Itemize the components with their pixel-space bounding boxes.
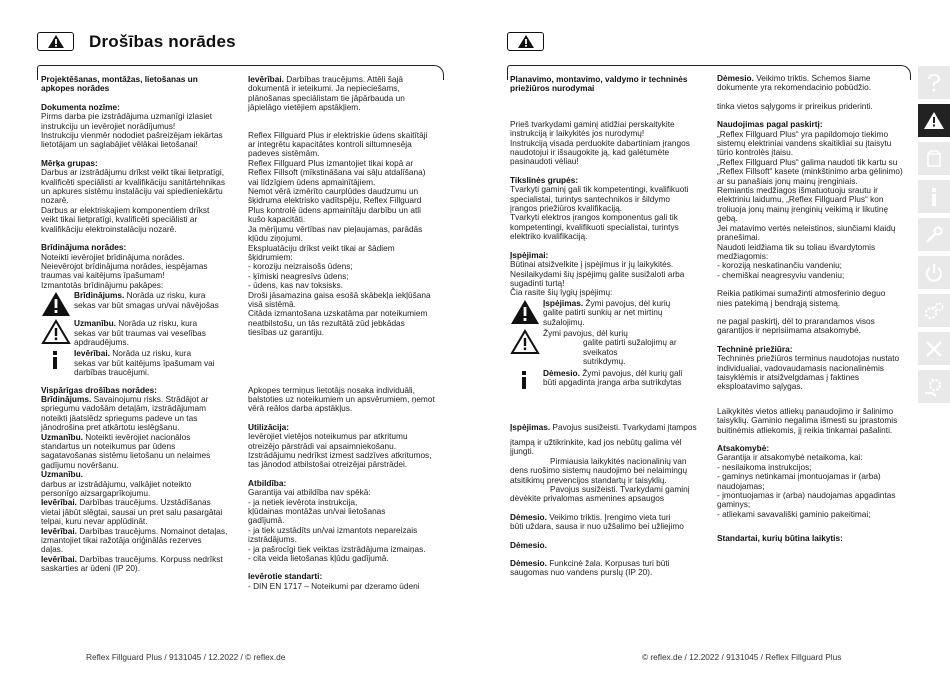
heading-target-groups: Tikslinės grupės: xyxy=(510,174,579,185)
caution-warning-icon xyxy=(510,329,540,355)
general-caution-text: Noteikti ievērojiet nacionālos standartus un noteikumus par ūdens sagatavošanas sistēmu lietošanu un nelaimes gadījumu novēršanu. xyxy=(41,431,211,470)
text-warnings: Būtinai atsižvelkite į įspėjimus ir jų laikykitės. Nesilaikydami šių įspėjimų galite susižaloti arba sugadinti turtą! Čia rasite šių lygių įspėjimų: xyxy=(510,259,685,298)
general-caution-text: Pirmiausia laikykitės nacionalinių van dens ruošimo sistemų naudojimo bei nelaimingų atsitikimų prevencijos standartų ir taisyklių. xyxy=(510,455,688,485)
page-footer: © reflex.de / 12.2022 / 9131045 / Reflex Fillguard Plus xyxy=(642,652,842,662)
info-icon xyxy=(929,187,939,207)
general-notice-text: Veikimo triktis. Įrengimo vieta turi būti uždara, sausa ir nuo užšalimo bei užliejimo xyxy=(510,511,684,532)
warning-icon xyxy=(37,32,74,51)
tab-operation[interactable] xyxy=(918,256,950,289)
heading-liability: Atbildība: xyxy=(248,477,287,488)
text-target-groups: Darbus ar izstrādājumu drīkst veikt tikai lietpratīgi, kvalificēti speciālisti ar kvalifikāciju sanitārtehnikas un apkures sistēmu instalāciju vai spiedieniekārtu nozarē. Darbus ar elektriskajiem komponentiem drīkst veikt tikai lietpratīgi, kvalificēti speciālisti ar kvalifikāciju elektroinstalāciju nozarē. xyxy=(41,167,225,234)
tab-service[interactable] xyxy=(918,370,950,403)
general-warning-continued: įtampą ir užtikrinkite, kad jos nebūtų galima vėl įjungti. xyxy=(510,436,682,457)
gear-hand-icon xyxy=(923,377,945,397)
general-notice-label: Dėmesio. xyxy=(510,511,547,522)
right-page xyxy=(475,0,950,674)
warning-text: Žymi pavojus, dėl kurių galite patirti sunkių ar net mirtinų sužalojimų. xyxy=(543,297,671,327)
intro-text: Prieš tvarkydami gaminį atidžiai perskaitykite instrukciją ir laikykitės jos nurodymų! Instrukciją visada perduokite dabartiniam įrangos naudotojui ir išsaugokite ją, kad galėtumėte pasinaudoti vėliau! xyxy=(510,118,690,167)
page-title: Drošības norādes xyxy=(89,31,236,51)
tab-installation[interactable] xyxy=(918,218,950,251)
text-disposal: Laikykitės vietos atliekų panaudojimo ir šalinimo taisyklių. Gaminio negalima išmesti su įprastomis buitinėmis atliekomis, jį reikia tinkamai pašalinti. xyxy=(717,405,898,435)
general-notice-label: Dėmesio. xyxy=(510,539,547,550)
text-target-groups: Tvarkyti gaminį gali tik kompetentingi, kvalifikuoti specialistai, turintys santechnikos ir šildymo įrangos priežiūros kvalifikaciją. Tvarkyti elektros įrangos komponentus gali tik kompetentingi, kvalifikuoti specialistai, turintys elektriko kvalifikaciją. xyxy=(510,184,689,242)
heading-document: Dokumenta nozīme: xyxy=(41,101,120,112)
heading-liability: Atsakomybė: xyxy=(717,443,770,453)
text-intended-use: „Reflex Fillguard Plus“ yra papildomojo tiekimo sistemų elektriniai vandens skaitikliai su įtaisytu tūrio kontrolės įtaisu. „Reflex Fillguard Plus“ galima naudoti tik kartu su „Reflex Fillsoft“ kasete (minkštinimo arba gėlinimo) ar su panašiais jonų mainų įrenginiais. Remiantis medžiagos išmatuotuoju srautu ir elektriniu laidumu, „Reflex Fillguard Plus“ kon troliuoja jonų mainų įrenginių veikimą ir likutinę gebą. Jei matavimo vertės neleistinos, siunčiami klaidų pranešimai. Naudoti leidžiama tik su toliau išvardytomis medžiagomis: - koroziją neskatinančiu vandeniu; - chemiškai neagresyviu vandeniu; xyxy=(717,128,903,280)
general-caution-label: Uzmanību. xyxy=(41,431,83,442)
warning-level-caution xyxy=(510,329,710,367)
general-caution-text: Pavojus susižeisti. Tvarkydami gaminį dėvėkite privalomas asmenines apsaugos xyxy=(510,484,690,504)
text-liability: Garantija vai atbildība nav spēkā: - ja netiek ievērota instrukcija, kļūdainas montāžas un/vai lietošanas gadījumā. - ja tiek uzstādīts un/vai izmantots nepareizais izstrādājums. - ja pašrocīgi tiek veiktas izstrādājuma izmaiņas. - cita veida lietošanas kļūdu gadījumā. xyxy=(248,487,426,564)
section-title: Projektēšanas, montāžas, lietošanas un apkopes norādes xyxy=(41,74,198,94)
heading-standards: Standartai, kurių būtina laikytis: xyxy=(717,533,843,544)
warning-icon xyxy=(507,32,544,51)
maintenance-text: Apkopes termiņus lietotājs nosaka individuāli, balstoties uz noteikumiem un apsvērumiem, ņemot vērā reālos darba apstākļus. xyxy=(248,384,435,414)
warning-text: Norāda uz risku, kura sekas var būt smagas un/vai nāvējošas xyxy=(74,290,219,310)
power-icon xyxy=(924,263,944,283)
general-notice-label: Ievērībai. xyxy=(41,497,77,508)
notice-text: Norāda uz risku, kura sekas var būt kaitējums īpašumam vai darbības traucējumi. xyxy=(74,348,215,378)
notice-label: Dėmesio. xyxy=(717,73,754,83)
text-misuse: ne pagal paskirtį, dėl to prarandamos visos garantijos ir neprisiimama atsakomybė. xyxy=(717,315,875,336)
chapter-tabs xyxy=(918,66,950,408)
general-warning-label: Įspėjimas. xyxy=(510,421,551,432)
text-warnings: Noteikti ievērojiet brīdinājuma norādes. Neievērojot brīdinājuma norādes, iespējamas traumas vai kaitējums īpašumam! Izmantotās brīdinājumu pakāpes: xyxy=(41,251,208,290)
document-icon xyxy=(925,150,943,168)
tab-faq[interactable] xyxy=(918,66,950,99)
caution-text: Norāda uz risku, kura sekas var būt traumas vai veselības apdraudējums. xyxy=(74,318,206,347)
general-warning-text: Savainojumu risks. Strādājot ar spriegumu vadošām detaļām, izstrādājumam noteikti jāatslēdz spriegums padeve un tas jānodrošina pret atkārtotu ieslēgšanu. xyxy=(41,393,209,433)
heading-target-groups: Mērķa grupas: xyxy=(41,157,98,168)
heading-general-safety: Vispārīgas drošības norādes: xyxy=(41,384,158,395)
warning-label: Įspėjimas. xyxy=(543,297,584,308)
general-notice-text: Funkcinė žala. Korpusas turi būti saugomas nuo vandens purslų (IP 20). xyxy=(510,558,670,578)
tab-maintenance[interactable] xyxy=(918,332,950,365)
warning-level-caution xyxy=(41,319,241,347)
caution-warning-icon xyxy=(41,319,71,345)
text-liability: Garantija ir atsakomybė netaikoma, kai: - nesilaikoma instrukcijos; - gaminys netinkamai įmontuojamas ir (arba) naudojamas; - įmontuojamas ir (arba) naudojamas apgadintas gaminys; - atliekami savavališki gaminio pakeitimai; xyxy=(717,452,896,519)
info-notice-icon xyxy=(510,369,540,391)
question-icon xyxy=(925,73,943,93)
heading-warnings: Brīdinājuma norādes: xyxy=(41,242,127,253)
left-column-2 xyxy=(248,75,443,591)
tab-safety[interactable] xyxy=(918,104,950,137)
tools-icon xyxy=(924,339,944,359)
general-caution-text: darbus ar izstrādājumu, valkājiet noteikto personīgo aizsargaprīkojumu. xyxy=(41,478,192,499)
text-maintenance: Techninės priežiūros terminus naudotojas nustato individualiai, vadovaudamasis nacionalinėmis taisyklėmis ir atsižvelgdamas į faktines eksploatavimo sąlygas. xyxy=(717,353,900,392)
general-warning-text: Pavojus susižeisti. Tvarkydami įtampos xyxy=(550,421,697,432)
danger-warning-icon xyxy=(41,291,71,317)
notice-text: Veikimo triktis. Schemos šiame dokumente yra rekomendacinio pobūdžio. xyxy=(717,73,872,93)
section-title: Planavimo, montavimo, valdymo ir techninės priežiūros nurodymai xyxy=(510,74,688,94)
danger-warning-icon xyxy=(510,299,540,325)
notice-label: Ievērībai. xyxy=(74,348,110,359)
warning-level-notice xyxy=(41,349,241,377)
warning-icon xyxy=(923,111,945,130)
general-caution-label: Uzmanību. xyxy=(41,469,83,480)
intended-use-text: Reflex Fillguard Plus ir elektriskie ūdens skaitītāji ar integrētu kapacitātes kontroli siltumnesēja padeves sistēmām. Reflex Fillguard Plus izmantojiet tikai kopā ar Reflex Fillsoft (mīkstināšana vai sāļu atdalīšana) vai līdzīgiem ūdens apmainītājiem. Nemot vērā izmērīto caurplūdes daudzumu un šķidruma elektrisko vadītspēju, Reflex Fillguard Plus kontrolē ūdens apmainītāju darbību un atli kušo kapacitāti. Ja mērījumu vērtības nav pieļaujamas, parādās kļūdu ziņojumi. Ekspluatāciju drīkst veikt tikai ar šādiem šķidrumiem: - koroziju neizraisošs ūdens; - ķīmiski neagresīvs ūdens; - ūdens, kas nav toksisks. Droši jāsamazina gaisa esošā skābekļa iekļūšana visā sistēmā. Citāda izmantošana uzskatāma par noteikumiem neatbilstošu, un tās rezultātā zūd jebkādas tiesības uz garantiju. xyxy=(248,129,431,338)
warning-label: Brīdinājums. xyxy=(74,290,125,301)
page-header xyxy=(507,32,544,51)
tab-document[interactable] xyxy=(918,142,950,175)
text-document: Pirms darba pie izstrādājuma uzmanīgi izlasiet instrukciju un ievērojiet norādījumus! Instrukciju vienmēr nododiet pašreizējam iekārtas lietotājam un saglabājiet vēlākai lietošanai! xyxy=(41,111,223,150)
heading-disposal: Utilizācija: xyxy=(248,421,290,432)
text-standards: - DIN EN 1717 – Noteikumi par dzeramo ūdeni xyxy=(248,580,420,591)
notice-continued: tinka vietos sąlygoms ir prireikus priderinti. xyxy=(717,100,873,111)
left-page xyxy=(0,0,472,674)
left-column-1 xyxy=(41,75,241,574)
warning-level-danger xyxy=(41,291,241,317)
general-notice-label: Ievērībai. xyxy=(41,553,77,564)
general-notice-label: Dėmesio. xyxy=(510,558,547,569)
caution-text: Žymi pavojus, dėl kurių galite patirti sužalojimų ar sveikatos sutrikdymų. xyxy=(543,327,677,367)
right-column-1 xyxy=(510,75,710,578)
tab-settings[interactable] xyxy=(918,294,950,327)
right-column-2 xyxy=(717,74,912,544)
page-footer: Reflex Fillguard Plus / 9131045 / 12.2022 / © reflex.de xyxy=(86,652,286,662)
notice-text: Darbības traucējums. Attēli šajā dokumentā ir ieteikumi. Ja nepieciešams, plānošanas speciālistam tie jāpārbauda un jāpielāgo vietējiem apstākļiem. xyxy=(248,74,405,113)
general-notice-text: Darbības traucējums. Uzstādīšanas vietai jābūt slēgtai, sausai un pret salu pasargātai telpai, kuru nevar applūdināt. xyxy=(41,497,223,527)
general-notice-text: Darbības traucējums. Korpuss nedrīkst saskarties ar ūdeni (IP 20). xyxy=(41,553,223,574)
info-notice-icon xyxy=(41,349,71,371)
text-disposal: Ievērojiet vietējos noteikumus par atkritumu otreizējo pārstrādi vai apsaimniekošanu. Izstrādājumu nedrīkst izmest sadzīves atkritumos, tas jānodod atbilstošai otreizējai pārstrādei. xyxy=(248,431,432,470)
general-notice-text: Darbības traucējums. Nomainot detaļas, izmantojiet tikai ražotāja oriģinālās rezerves daļas. xyxy=(41,525,228,555)
text-oxygen: Reikia patikimai sumažinti atmosferinio deguo nies patekimą į bendrąją sistemą. xyxy=(717,288,886,308)
gears-icon xyxy=(923,301,945,321)
heading-maintenance: Techninė priežiūra: xyxy=(717,343,793,354)
wrench-pipe-icon xyxy=(924,225,944,245)
caution-label: Uzmanību. xyxy=(74,318,116,329)
page-header xyxy=(37,32,236,51)
heading-warnings: Įspėjimai: xyxy=(510,249,549,260)
notice-text: Žymi pavojus, dėl kurių gali būti apgadinta įranga arba sutrikdytas xyxy=(543,367,683,387)
general-notice-label: Ievērībai. xyxy=(41,525,77,536)
warning-level-notice xyxy=(510,369,710,391)
heading-intended-use: Naudojimas pagal paskirtį: xyxy=(717,119,823,130)
heading-standards: Ievērotie standarti: xyxy=(248,571,323,582)
notice-label: Dėmesio. xyxy=(543,367,580,378)
notice-label: Ievērībai. xyxy=(248,74,284,84)
warning-level-danger xyxy=(510,299,710,327)
tab-info[interactable] xyxy=(918,180,950,213)
general-warning-label: Brīdinājums. xyxy=(41,393,92,404)
